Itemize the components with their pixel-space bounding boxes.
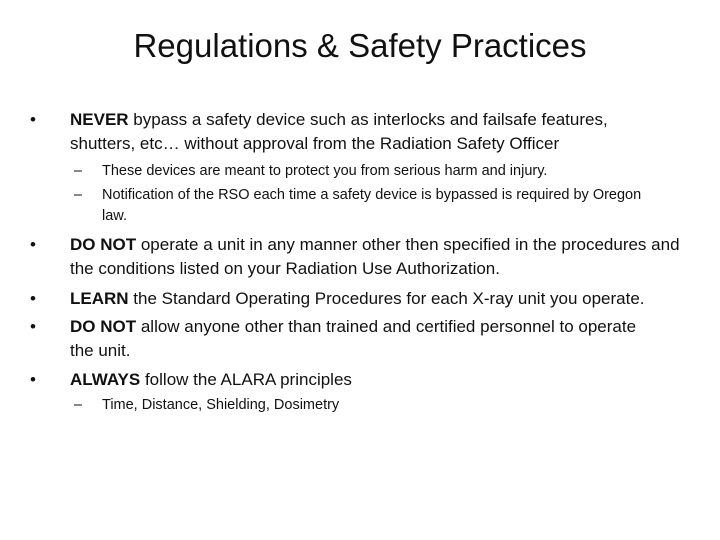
bullet-icon: • [30, 110, 36, 129]
bullet-text: operate a unit in any manner other then specified in the procedures and the conditions listed on your Radiation Use Authorization. [70, 235, 680, 278]
bullet-text: bypass a safety device such as interlocks and failsafe features, shutters, etc… without approval from the Radiation Safety Officer [70, 110, 608, 153]
sub-bullet-item [74, 161, 662, 182]
bullet-item [30, 233, 685, 280]
bullet-keyword: NEVER [70, 110, 129, 129]
slide-title: Regulations & Safety Practices [133, 27, 587, 64]
bullet-icon: • [30, 370, 36, 389]
sub-bullet-item [74, 185, 662, 227]
bullet-icon: • [30, 317, 36, 336]
bullet-keyword: ALWAYS [70, 370, 141, 389]
sub-bullet-item [74, 395, 662, 416]
sub-bullet-text: Notification of the RSO each time a safety device is bypassed is required by Oregon law. [102, 187, 642, 224]
bullet-item [30, 368, 670, 392]
bullet-item [30, 108, 670, 155]
bullet-item [30, 315, 650, 362]
dash-icon: – [74, 397, 83, 413]
sub-bullet-text: These devices are meant to protect you from serious harm and injury. [102, 163, 548, 179]
dash-icon: – [74, 187, 83, 203]
bullet-text: follow the ALARA principles [140, 370, 352, 389]
dash-icon: – [74, 163, 83, 179]
bullet-icon: • [30, 235, 36, 254]
bullet-keyword: DO NOT [70, 317, 137, 336]
bullet-item [30, 287, 705, 311]
bullet-text: allow anyone other than trained and certified personnel to operate the unit. [70, 317, 637, 360]
bullet-text: the Standard Operating Procedures for each X-ray unit you operate. [128, 289, 645, 308]
bullet-keyword: LEARN [70, 289, 129, 308]
bullet-keyword: DO NOT [70, 235, 137, 254]
bullet-icon: • [30, 289, 36, 308]
sub-bullet-text: Time, Distance, Shielding, Dosimetry [102, 397, 340, 413]
